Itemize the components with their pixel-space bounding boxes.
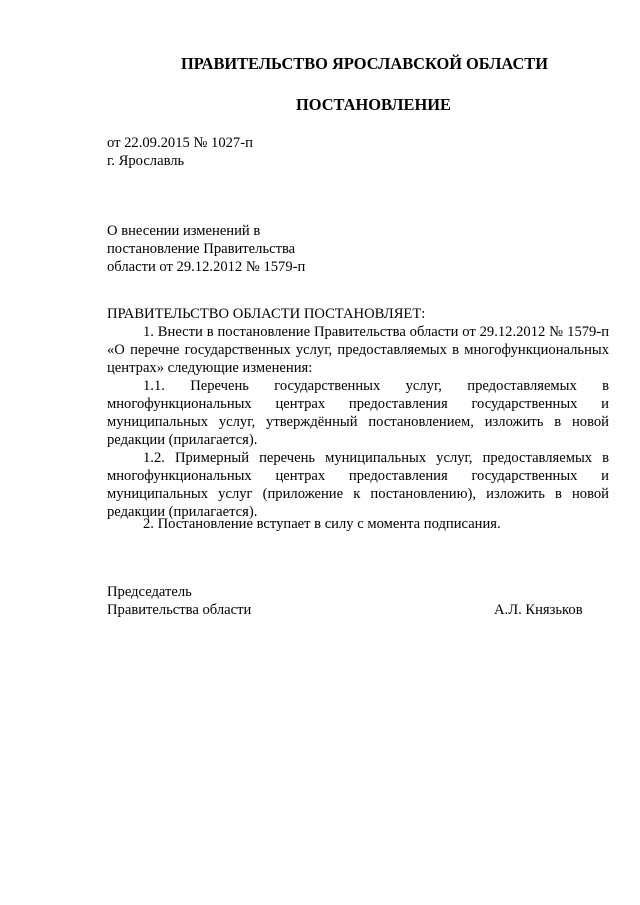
paragraph-1: 1. Внести в постановление Правительства области от 29.12.2012 № 1579-п «О перечне государственных услуг, предоставляемых в многофункциональных центрах» следующие изменения: bbox=[107, 324, 609, 376]
city: г. Ярославль bbox=[107, 153, 185, 169]
preamble: ПРАВИТЕЛЬСТВО ОБЛАСТИ ПОСТАНОВЛЯЕТ: bbox=[107, 306, 426, 322]
signatory-name: А.Л. Князьков bbox=[494, 602, 583, 618]
signatory-position-line-2: Правительства области bbox=[107, 602, 252, 618]
subject-line-1: О внесении изменений в bbox=[107, 223, 261, 239]
subject-line-3: области от 29.12.2012 № 1579-п bbox=[107, 259, 306, 275]
subject-line-2: постановление Правительства bbox=[107, 241, 296, 257]
date-number: от 22.09.2015 № 1027-п bbox=[107, 135, 253, 151]
document-type-title: ПОСТАНОВЛЕНИЕ bbox=[296, 95, 451, 114]
paragraph-1-1: 1.1. Перечень государственных услуг, предоставляемых в многофункциональных центрах предоставления государственных и муниципальных услуг, утверждённый постановлением, изложить в новой редакции (прилагается). bbox=[107, 378, 609, 448]
signatory-position-line-1: Председатель bbox=[107, 584, 192, 600]
organization-title: ПРАВИТЕЛЬСТВО ЯРОСЛАВСКОЙ ОБЛАСТИ bbox=[181, 54, 548, 73]
paragraph-1-2: 1.2. Примерный перечень муниципальных услуг, предоставляемых в многофункциональных центрах предоставления государственных и муниципальных услуг (приложение к постановлению), изложить в новой редакции (прилагается). bbox=[107, 450, 609, 520]
paragraph-2: 2. Постановление вступает в силу с момента подписания. bbox=[143, 516, 501, 532]
